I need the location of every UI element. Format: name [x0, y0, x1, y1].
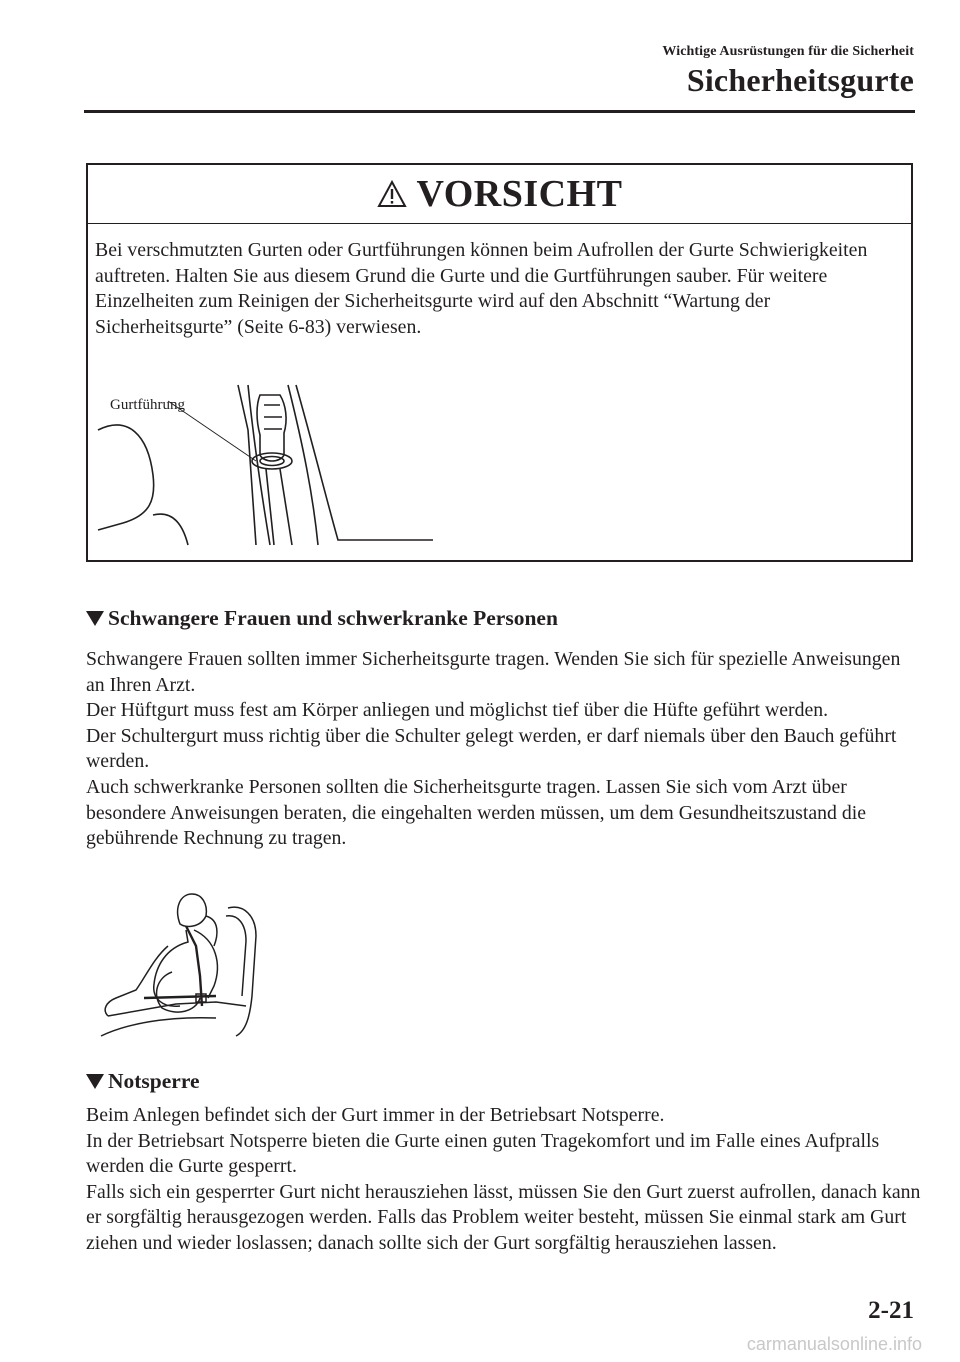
paragraph: Schwangere Frauen sollten immer Sicherheitsgurte tragen. Wenden Sie sich für spezielle Anweisungen an Ihren Arzt. — [86, 648, 901, 696]
paragraph: Beim Anlegen befindet sich der Gurt immer in der Betriebsart Notsperre. — [86, 1104, 665, 1126]
caution-text: Bei verschmutzten Gurten oder Gurtführungen können beim Aufrollen der Gurte Schwierigkeiten auftreten. Halten Sie aus diesem Grund die Gurte und die Gurtführungen sauber. Für weitere Einzelheiten zum Reinigen der Sicherheitsgurte wird auf den Abschnitt “Wartung der Sicherheitsgurte” (Seite 6-83) verwiesen. — [95, 239, 868, 338]
caution-title: VORSICHT — [416, 173, 623, 215]
section-heading-text: Notsperre — [108, 1069, 200, 1093]
section-body-pregnant — [86, 647, 921, 852]
section-heading-pregnant — [86, 606, 558, 631]
paragraph: Auch schwerkranke Personen sollten die Sicherheitsgurte tragen. Lassen Sie sich vom Arzt über besondere Anweisungen beraten, die eingehalten werden müssen, um dem Gesundheitszustand die gebührende Rechnung zu tragen. — [86, 775, 867, 850]
page-number: 2-21 — [868, 1297, 914, 1324]
belt-guide-label: Gurtführung — [110, 397, 185, 413]
section-triangle-icon — [86, 1074, 104, 1089]
section-heading-text: Schwangere Frauen und schwerkranke Personen — [108, 606, 558, 630]
header-title: Sicherheitsgurte — [686, 62, 914, 98]
caution-header — [88, 165, 911, 224]
section-triangle-icon — [86, 611, 104, 626]
header-subtitle: Wichtige Ausrüstungen für die Sicherheit — [662, 44, 914, 59]
pregnant-woman-seatbelt-illustration — [96, 886, 276, 1044]
warning-triangle-icon — [377, 180, 407, 208]
watermark-link[interactable]: carmanualsonline.info — [746, 1334, 922, 1354]
paragraph: Der Hüftgurt muss fest am Körper anliegen und möglichst tief über die Hüfte geführt werden. — [86, 699, 829, 722]
header-rule — [84, 110, 915, 113]
section-heading-notsperre — [86, 1069, 200, 1094]
section-body-notsperre — [86, 1103, 921, 1257]
caution-box — [86, 163, 913, 562]
paragraph: In der Betriebsart Notsperre bieten die Gurte einen guten Tragekomfort und im Falle eines Aufpralls werden die Gurte gesperrt. — [86, 1129, 880, 1178]
paragraph: Der Schultergurt muss richtig über die Schulter gelegt werden, er darf niemals über den Bauch geführt werden. — [86, 724, 897, 773]
paragraph: Falls sich ein gesperrter Gurt nicht herausziehen lässt, müssen Sie den Gurt zuerst aufrollen, danach kann er sorgfältig herausgezogen werden. Falls das Problem weiter besteht, müssen Sie einmal stark am Gurt ziehen und wieder loslassen; danach sollte sich der Gurt sorgfältig herausziehen lassen. — [86, 1180, 921, 1254]
